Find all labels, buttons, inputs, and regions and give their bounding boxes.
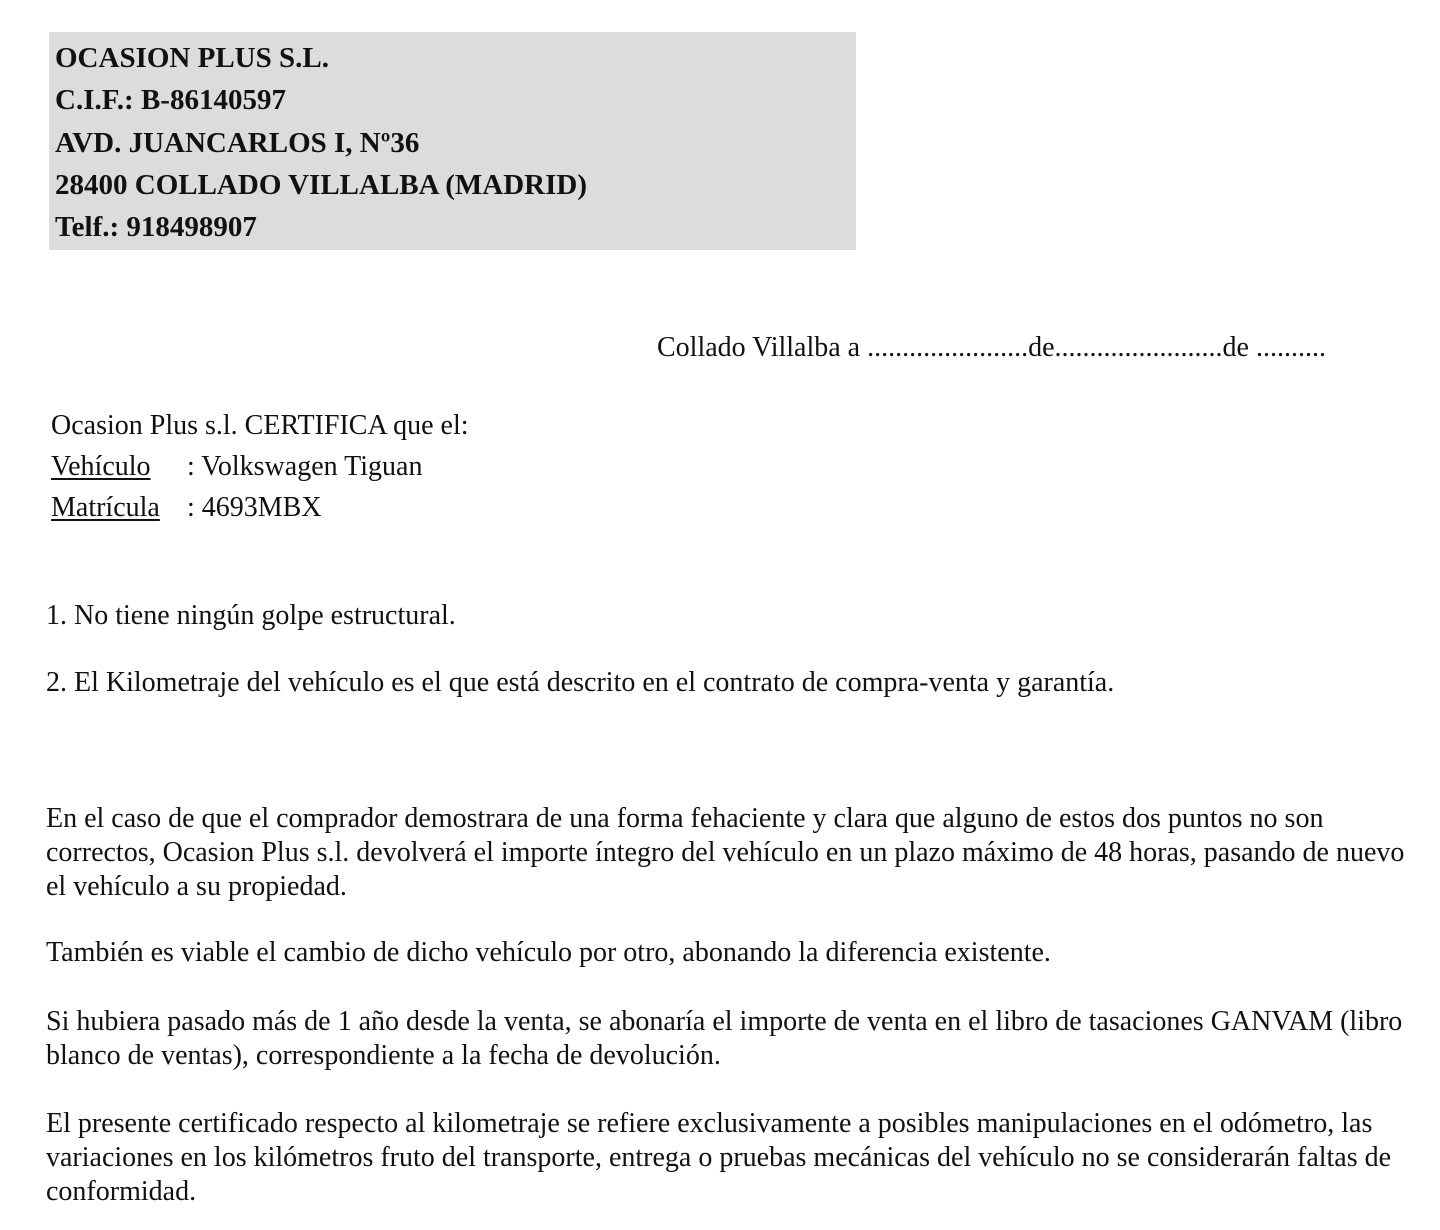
company-phone: Telf.: 918498907	[55, 211, 257, 243]
company-address: AVD. JUANCARLOS I, Nº36	[55, 127, 420, 159]
certifies-intro: Ocasion Plus s.l. CERTIFICA que el:	[51, 410, 469, 441]
plate-label: Matrícula	[51, 492, 160, 523]
paragraph-refund: En el caso de que el comprador demostrara de una forma fehaciente y clara que alguno de estos dos puntos no son correctos, Ocasion Plus s.l. devolverá el importe íntegro del vehículo en un plazo máximo de 48 horas, pasando de nuevo el vehículo a su propiedad.	[46, 803, 1405, 902]
vehicle-row	[51, 450, 422, 484]
company-city: 28400 COLLADO VILLALBA (MADRID)	[55, 169, 587, 201]
plate-row	[51, 491, 322, 525]
company-cif: C.I.F.: B-86140597	[55, 84, 286, 116]
plate-value: : 4693MBX	[187, 492, 322, 523]
point-2: 2. El Kilometraje del vehículo es el que está descrito en el contrato de compra-venta y garantía.	[46, 667, 1115, 698]
vehicle-value: : Volkswagen Tiguan	[187, 451, 423, 482]
paragraph-exchange: También es viable el cambio de dicho vehículo por otro, abonando la diferencia existente.	[46, 937, 1051, 968]
paragraph-odometer: El presente certificado respecto al kilometraje se refiere exclusivamente a posibles manipulaciones en el odómetro, las variaciones en los kilómetros fruto del transporte, entrega o pruebas mecánicas del vehículo no se considerarán faltas de conformidad.	[46, 1108, 1392, 1207]
company-name: OCASION PLUS S.L.	[55, 42, 329, 74]
paragraph-ganvam: Si hubiera pasado más de 1 año desde la venta, se abonaría el importe de venta en el libro de tasaciones GANVAM (libro blanco de ventas), correspondiente a la fecha de devolución.	[46, 1006, 1403, 1071]
point-1: 1. No tiene ningún golpe estructural.	[46, 600, 456, 631]
date-line: Collado Villalba a .......................de........................de ..........	[657, 332, 1326, 363]
vehicle-label: Vehículo	[51, 451, 151, 482]
